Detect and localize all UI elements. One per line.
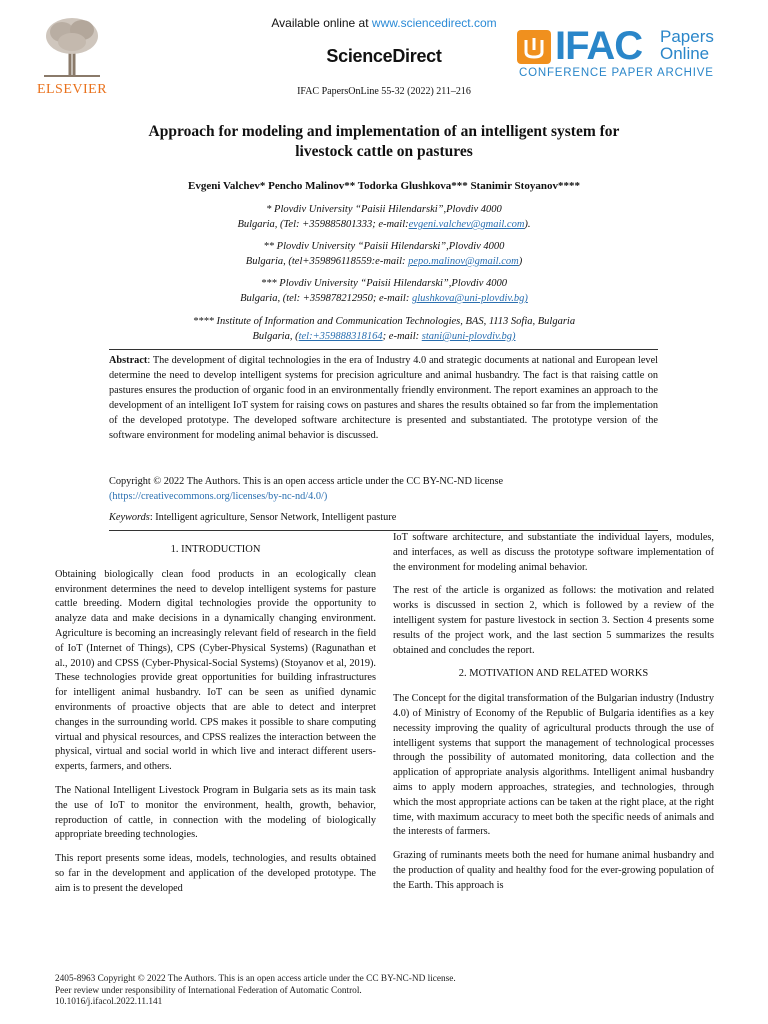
- keywords: [109, 512, 658, 523]
- abstract-rule-top: [109, 349, 658, 350]
- conference-paper-archive: CONFERENCE PAPER ARCHIVE: [519, 67, 714, 79]
- abstract-label: Abstract: [109, 355, 148, 366]
- keywords-label: Keywords: [109, 512, 150, 523]
- copyright-line: Copyright © 2022 The Authors. This is an open access article under the CC BY-NC-ND license: [109, 476, 504, 487]
- paragraph: IoT software architecture, and substantiate the individual layers, modules, and interfaces, as well as discuss the prototype software implementation of the environment for modeling animal behavior.: [393, 532, 714, 573]
- paragraph: The rest of the article is organized as follows: the motivation and related works is discussed in section 2, which is followed by a review of the intelligent system for pasture livestock in section 3. Section 4 presents some results of the project work, and the last section 5 summarizes the results obtained and concludes the report.: [393, 585, 714, 656]
- right-column: [393, 531, 714, 903]
- email-link[interactable]: stani@uni-plovdiv.bg): [421, 331, 516, 342]
- ifac-papers-word: Papers: [660, 27, 714, 46]
- affiliation-line: *** Plovdiv University “Paisii Hilendarski”,Plovdiv 4000: [260, 278, 508, 289]
- sciencedirect-link[interactable]: www.sciencedirect.com: [371, 16, 497, 30]
- footer-copyright: 2405-8963 Copyright © 2022 The Authors. This is an open access article under the CC BY-NC-ND license.: [55, 974, 456, 984]
- paragraph: The National Intelligent Livestock Program in Bulgaria sets as its main task the use of IoT to monitor the environment, health, growth, behavior, reproduction of cattle, in connection with the modeling of biologically appropriate breeding technologies.: [55, 784, 376, 841]
- affiliation-1: [0, 202, 768, 232]
- affiliation-line: **** Institute of Information and Communication Technologies, BAS, 1113 Sofia, Bulgaria: [192, 316, 576, 327]
- available-prefix: Available online at: [271, 16, 372, 30]
- footer-peer-review: Peer review under responsibility of International Federation of Automatic Control.: [55, 985, 362, 996]
- affiliation-line: * Plovdiv University “Paisii Hilendarski”,Plovdiv 4000: [266, 204, 502, 215]
- keywords-text: : Intelligent agriculture, Sensor Network, Intelligent pasture: [149, 512, 397, 523]
- affiliation-contact: Bulgaria, (tel+359896118559:e-mail:: [245, 256, 409, 267]
- abstract-text: : The development of digital technologies in the era of Industry 4.0 and strategic documents at national and European level determine the need to develop intelligent systems for precision agriculture and animal husbandry. The fact is that raising cattle on pastures ensures the production of organic food in an environmentally friendly environment. The report examines an approach to the development of an intelligent IoT system for raising cows on pastures and shares the results obtained so far from the implementation of the developed prototype. The developed software architecture is presented and substantiated. The prototype version of the software environment for modeling animal behavior is discussed.: [109, 355, 658, 441]
- authors: Evgeni Valchev* Pencho Malinov** Todorka Glushkova*** Stanimir Stoyanov****: [188, 180, 580, 192]
- page-footer: [55, 974, 735, 1009]
- affiliation-suffix: ).: [524, 219, 531, 230]
- email-link[interactable]: evgeni.valchev@gmail.com: [408, 219, 525, 230]
- title-line-1: Approach for modeling and implementation of an intelligent system for: [148, 123, 620, 140]
- affiliation-contact: Bulgaria, (: [252, 331, 299, 342]
- affiliation-2: [0, 239, 768, 269]
- paragraph: Obtaining biologically clean food products in an ecologically clean environment determines the need to develop intelligent systems for pasture cattle breeding. Modern digital technologies provide the opportunity to analyze data and make decisions in a dynamically changing environment. Agriculture is becoming an increasingly relevant field of research in the field of IoT (Internet of Things), CPS (Cyber-Physical Systems) (Ragunathan et al., 2010) and CPSS (Cyber-Physical-Social Systems) (Stoyanov et al, 2019). These technologies provide great opportunities for building infrastructures for intelligent animal husbandry. IoT can be seen as unified dynamic environments of proactive objects that are able to detect and interpret changes in the surrounding world. CPS makes it possible to share computing virtual and physical resources, and CPSS realizes the interaction between the physical, virtual and social world in which live and interact different users- experts, farmers, and others.: [55, 568, 376, 773]
- ifac-papersonline-logo: [517, 26, 722, 86]
- affiliation-mid: ; e-mail:: [382, 331, 422, 342]
- affiliation-line: ** Plovdiv University “Paisii Hilendarski”,Plovdiv 4000: [263, 241, 505, 252]
- phone-link[interactable]: tel:+359888318164: [298, 331, 383, 342]
- affiliation-suffix: ): [518, 256, 523, 267]
- affiliation-3: [0, 276, 768, 306]
- affiliation-contact: Bulgaria, (tel: +359878212950; e-mail:: [240, 293, 412, 304]
- paper-title: [100, 122, 668, 162]
- footer-doi[interactable]: 10.1016/j.ifacol.2022.11.141: [55, 997, 163, 1007]
- ifac-papers-online: [660, 28, 714, 62]
- abstract: [109, 353, 658, 443]
- paragraph: Grazing of ruminants meets both the need for humane animal husbandry and the production of quality and healthy food for the ever-growing population of the Earth. This approach is: [393, 850, 714, 891]
- copyright-block: [109, 474, 658, 504]
- paragraph: This report presents some ideas, models, technologies, and results obtained so far in the development and application of the developed prototype. The aim is to present the developed: [55, 853, 376, 894]
- elsevier-wordmark: ELSEVIER: [36, 82, 108, 97]
- affiliation-4: [0, 314, 768, 344]
- email-link[interactable]: pepo.malinov@gmail.com: [408, 256, 519, 267]
- ifac-online-word: Online: [660, 44, 710, 63]
- left-column: [55, 543, 376, 906]
- section-heading-motivation: 2. MOTIVATION AND RELATED WORKS: [458, 668, 649, 680]
- section-heading-introduction: 1. INTRODUCTION: [170, 544, 261, 555]
- paragraph: The Concept for the digital transformation of the Bulgarian industry (Industry 4.0) of Ministry of Economy of the Republic of Bulgaria identifies as a key necessity improving the quality of agricultural products through the use of intelligent systems that support the management of technological processes through the possibility of automated monitoring, data collection and the application of appropriate analysis algorithms. Intelligent animal husbandry aims to apply modern approaches, strategies, and technologies, through which the most appropriate actions can be taken at the right place, at the right time, with maximum accuracy to meet both the specific needs of animals and the interests of farmers.: [393, 693, 714, 838]
- email-link[interactable]: glushkova@uni-plovdiv.bg): [411, 293, 528, 304]
- license-link[interactable]: (https://creativecommons.org/licenses/by-nc-nd/4.0/): [109, 491, 328, 502]
- affiliation-contact: Bulgaria, (Tel: +359885801333; e-mail:: [237, 219, 409, 230]
- sciencedirect-wordmark: ScienceDirect: [326, 46, 442, 66]
- title-line-2: livestock cattle on pastures: [295, 143, 473, 160]
- ifac-wordmark: IFAC: [555, 24, 643, 68]
- ifac-badge-icon: [517, 30, 551, 64]
- journal-citation: IFAC PapersOnLine 55-32 (2022) 211–216: [297, 86, 471, 97]
